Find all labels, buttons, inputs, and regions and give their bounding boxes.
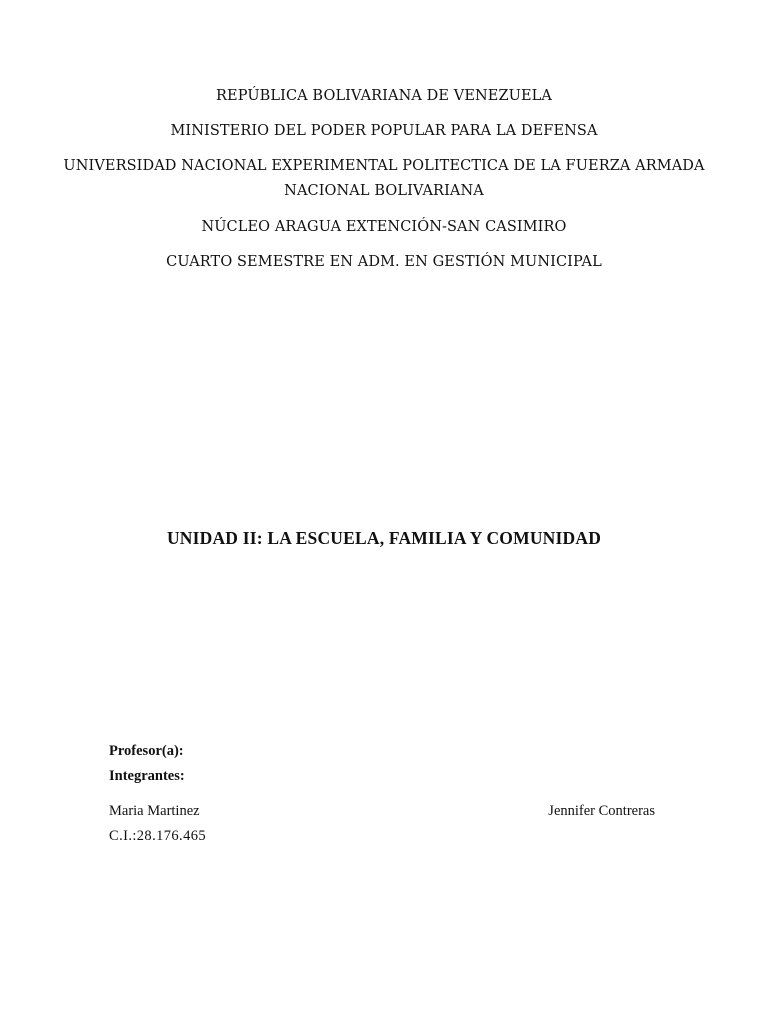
- profesor-label: Profesor(a):: [109, 743, 184, 759]
- header-line-semester: CUARTO SEMESTRE EN ADM. EN GESTIÓN MUNICIPAL: [166, 254, 602, 270]
- document-title: UNIDAD II: LA ESCUELA, FAMILIA Y COMUNIDAD: [166, 528, 602, 548]
- member-name-right: Jennifer Contreras: [548, 803, 655, 819]
- institution-header: [60, 84, 708, 285]
- header-line-university: UNIVERSIDAD NACIONAL EXPERIMENTAL POLITECTICA DE LA FUERZA ARMADA NACIONAL BOLIVARIANA: [63, 158, 705, 199]
- member-name-left: Maria Martinez: [109, 803, 200, 819]
- member-ci-left: C.I.:28.176.465: [109, 828, 207, 844]
- header-line-nucleus: NÚCLEO ARAGUA EXTENCIÓN-SAN CASIMIRO: [201, 219, 567, 235]
- header-line-ministry: MINISTERIO DEL PODER POPULAR PARA LA DEFENSA: [170, 123, 598, 139]
- header-line-republic: REPÚBLICA BOLIVARIANA DE VENEZUELA: [216, 88, 552, 104]
- integrantes-label: Integrantes:: [109, 768, 185, 784]
